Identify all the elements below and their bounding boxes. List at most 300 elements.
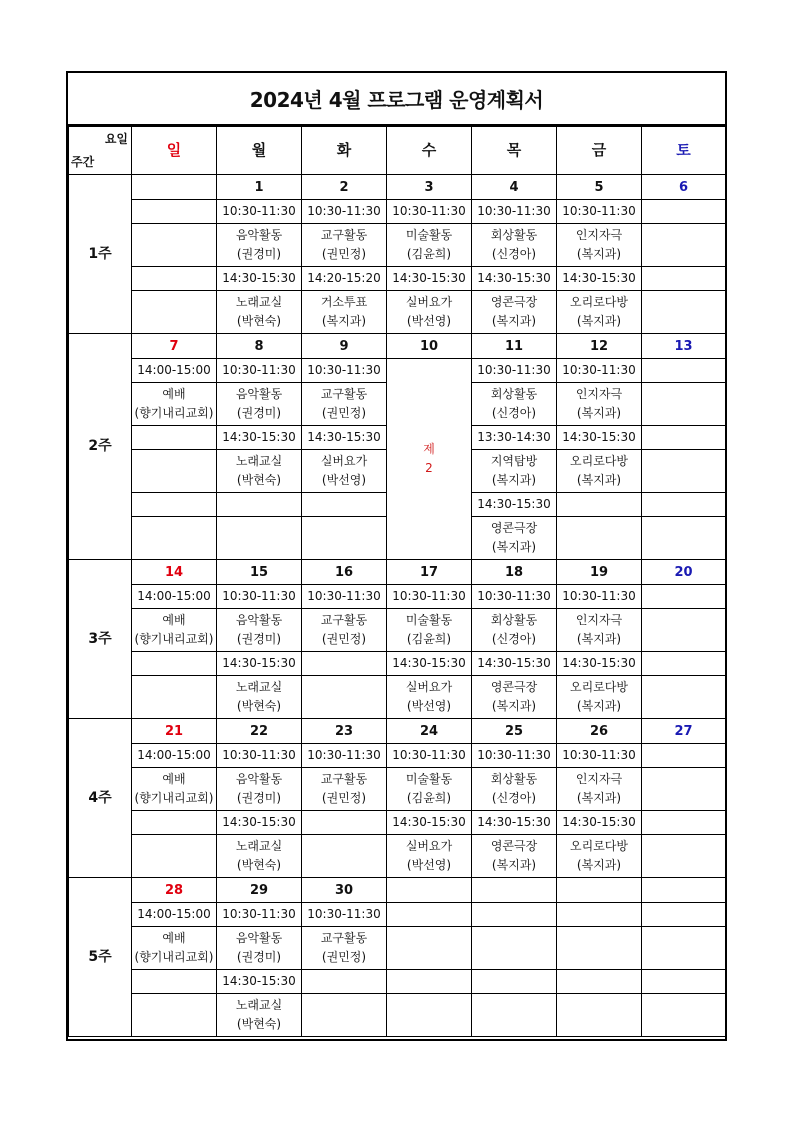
time-cell: 14:30-15:30	[387, 267, 472, 291]
activity-cell	[642, 450, 726, 493]
activity-cell	[132, 927, 217, 970]
date-cell: 26	[557, 719, 642, 744]
activity-cell	[217, 676, 302, 719]
activity-name: 노래교실	[235, 454, 283, 468]
activity-cell	[217, 517, 302, 560]
time-cell	[302, 970, 387, 994]
time-cell	[132, 652, 217, 676]
time-cell	[302, 493, 387, 517]
activity-name: 미술활동	[405, 772, 453, 786]
time-row	[69, 970, 726, 994]
activity-name: 음악활동	[235, 931, 283, 945]
activity-cell	[557, 994, 642, 1037]
activity-cell	[557, 517, 642, 560]
time-cell	[302, 652, 387, 676]
date-cell: 24	[387, 719, 472, 744]
activity-cell	[557, 835, 642, 878]
activity-cell	[132, 224, 217, 267]
time-cell	[642, 811, 726, 835]
date-cell: 10	[387, 334, 472, 359]
time-cell	[132, 200, 217, 224]
activity-cell	[557, 609, 642, 652]
activity-name: 인지자극	[575, 772, 623, 786]
activity-cell	[642, 835, 726, 878]
activity-name: 오리로다방	[570, 839, 628, 853]
activity-instructor: (복지과)	[491, 473, 537, 487]
date-row	[69, 334, 726, 359]
activity-cell	[132, 768, 217, 811]
activity-cell	[132, 609, 217, 652]
activity-cell	[302, 291, 387, 334]
activity-cell	[642, 994, 726, 1037]
time-cell	[387, 970, 472, 994]
time-cell: 14:00-15:00	[132, 744, 217, 768]
time-cell	[387, 903, 472, 927]
activity-name: 인지자극	[575, 387, 623, 401]
time-cell: 14:30-15:30	[217, 652, 302, 676]
activity-instructor: (김윤희)	[406, 247, 452, 261]
date-cell: 6	[642, 175, 726, 200]
activity-instructor: (박선영)	[321, 473, 367, 487]
date-cell: 2	[302, 175, 387, 200]
activity-instructor: (복지과)	[491, 699, 537, 713]
time-cell: 14:30-15:30	[472, 652, 557, 676]
activity-instructor: (권민정)	[321, 247, 367, 261]
activity-instructor: (김윤희)	[406, 632, 452, 646]
activity-name: 음악활동	[235, 772, 283, 786]
activity-instructor: (박현숙)	[236, 314, 282, 328]
date-cell	[642, 878, 726, 903]
activity-instructor: (권경미)	[236, 791, 282, 805]
activity-instructor: (복지과)	[491, 858, 537, 872]
activity-instructor: (향기내리교회)	[134, 406, 214, 420]
time-row	[69, 585, 726, 609]
activity-instructor: (신경아)	[491, 406, 537, 420]
date-row	[69, 719, 726, 744]
time-cell: 14:00-15:00	[132, 359, 217, 383]
date-cell: 18	[472, 560, 557, 585]
week-label-cell: 4주	[69, 719, 132, 878]
time-cell	[642, 426, 726, 450]
activity-cell	[302, 835, 387, 878]
activity-cell	[472, 224, 557, 267]
date-cell: 23	[302, 719, 387, 744]
time-cell: 14:30-15:30	[302, 426, 387, 450]
activity-cell	[302, 383, 387, 426]
activity-name: 실버요가	[320, 454, 368, 468]
activity-row	[69, 291, 726, 334]
time-cell: 14:30-15:30	[557, 267, 642, 291]
activity-cell	[302, 450, 387, 493]
activity-cell	[472, 927, 557, 970]
activity-instructor: (권경미)	[236, 406, 282, 420]
time-cell: 10:30-11:30	[387, 585, 472, 609]
activity-cell	[387, 927, 472, 970]
date-cell: 1	[217, 175, 302, 200]
activity-name: 인지자극	[575, 228, 623, 242]
activity-cell	[217, 927, 302, 970]
time-cell: 14:00-15:00	[132, 903, 217, 927]
time-cell: 10:30-11:30	[472, 200, 557, 224]
day-header-thu: 목	[472, 127, 557, 175]
activity-name: 오리로다방	[570, 295, 628, 309]
activity-cell	[302, 927, 387, 970]
election-text: 제	[423, 442, 435, 456]
activity-name: 예배	[162, 931, 186, 945]
activity-row	[69, 994, 726, 1037]
activity-name: 예배	[162, 387, 186, 401]
activity-instructor: (권경미)	[236, 632, 282, 646]
week-label: 주간	[71, 155, 95, 169]
time-cell	[557, 970, 642, 994]
activity-instructor: (복지과)	[576, 632, 622, 646]
activity-row	[69, 676, 726, 719]
time-cell: 14:30-15:30	[472, 811, 557, 835]
activity-name: 미술활동	[405, 228, 453, 242]
date-cell: 16	[302, 560, 387, 585]
activity-name: 영콘극장	[490, 839, 538, 853]
activity-cell	[132, 291, 217, 334]
activity-instructor: (박현숙)	[236, 1017, 282, 1031]
time-cell: 10:30-11:30	[557, 585, 642, 609]
time-cell: 14:00-15:00	[132, 585, 217, 609]
activity-cell	[217, 224, 302, 267]
activity-cell	[387, 676, 472, 719]
time-row	[69, 652, 726, 676]
activity-name: 교구활동	[320, 613, 368, 627]
activity-name: 회상활동	[490, 613, 538, 627]
date-cell	[132, 175, 217, 200]
date-cell: 8	[217, 334, 302, 359]
activity-instructor: (복지과)	[576, 699, 622, 713]
activity-cell	[217, 835, 302, 878]
activity-instructor: (복지과)	[576, 247, 622, 261]
activity-cell	[387, 994, 472, 1037]
activity-cell	[387, 224, 472, 267]
activity-cell	[132, 383, 217, 426]
activity-cell	[642, 224, 726, 267]
time-cell	[302, 811, 387, 835]
time-cell	[132, 970, 217, 994]
activity-cell	[302, 517, 387, 560]
activity-cell	[217, 291, 302, 334]
time-cell: 10:30-11:30	[217, 359, 302, 383]
time-cell: 14:30-15:30	[217, 970, 302, 994]
time-cell	[642, 652, 726, 676]
date-cell: 15	[217, 560, 302, 585]
time-cell	[642, 200, 726, 224]
activity-cell	[642, 291, 726, 334]
activity-cell	[557, 768, 642, 811]
activity-cell	[472, 994, 557, 1037]
activity-cell	[557, 224, 642, 267]
activity-name: 예배	[162, 772, 186, 786]
time-cell	[642, 903, 726, 927]
date-row	[69, 175, 726, 200]
day-label: 요일	[104, 132, 128, 146]
time-cell: 10:30-11:30	[472, 359, 557, 383]
activity-name: 오리로다방	[570, 680, 628, 694]
date-cell: 11	[472, 334, 557, 359]
time-cell: 10:30-11:30	[302, 200, 387, 224]
activity-row	[69, 224, 726, 267]
time-cell: 10:30-11:30	[217, 200, 302, 224]
day-header-sun: 일	[132, 127, 217, 175]
page-title: 2024년 4월 프로그램 운영계획서	[68, 73, 725, 126]
time-cell: 14:30-15:30	[557, 652, 642, 676]
schedule-table	[68, 126, 726, 1037]
activity-cell	[557, 676, 642, 719]
activity-cell	[302, 994, 387, 1037]
activity-row	[69, 835, 726, 878]
time-cell	[132, 426, 217, 450]
time-cell	[472, 903, 557, 927]
activity-cell	[132, 835, 217, 878]
activity-name: 음악활동	[235, 228, 283, 242]
time-cell: 10:30-11:30	[217, 744, 302, 768]
activity-cell	[642, 676, 726, 719]
activity-cell	[387, 835, 472, 878]
activity-name: 거소투표	[320, 295, 368, 309]
time-cell: 14:30-15:30	[217, 426, 302, 450]
activity-instructor: (권경미)	[236, 247, 282, 261]
day-header-sat: 토	[642, 127, 726, 175]
activity-name: 회상활동	[490, 387, 538, 401]
activity-instructor: (권민정)	[321, 632, 367, 646]
activity-cell	[302, 224, 387, 267]
activity-row	[69, 927, 726, 970]
activity-cell	[217, 450, 302, 493]
activity-instructor: (복지과)	[321, 314, 367, 328]
date-cell: 3	[387, 175, 472, 200]
activity-instructor: (신경아)	[491, 791, 537, 805]
activity-name: 교구활동	[320, 931, 368, 945]
time-row	[69, 811, 726, 835]
activity-cell	[302, 609, 387, 652]
activity-cell	[387, 609, 472, 652]
time-cell	[132, 267, 217, 291]
activity-name: 미술활동	[405, 613, 453, 627]
activity-cell	[642, 927, 726, 970]
time-cell	[472, 970, 557, 994]
activity-name: 회상활동	[490, 228, 538, 242]
date-cell	[472, 878, 557, 903]
activity-name: 영콘극장	[490, 521, 538, 535]
time-cell: 14:30-15:30	[387, 652, 472, 676]
time-cell	[642, 359, 726, 383]
activity-instructor: (권민정)	[321, 791, 367, 805]
activity-cell	[642, 609, 726, 652]
time-cell	[557, 493, 642, 517]
activity-name: 인지자극	[575, 613, 623, 627]
date-cell: 5	[557, 175, 642, 200]
activity-instructor: (김윤희)	[406, 791, 452, 805]
date-cell	[387, 878, 472, 903]
activity-instructor: (복지과)	[576, 406, 622, 420]
activity-name: 예배	[162, 613, 186, 627]
date-cell: 29	[217, 878, 302, 903]
date-cell: 25	[472, 719, 557, 744]
time-row	[69, 744, 726, 768]
activity-instructor: (박선영)	[406, 314, 452, 328]
activity-name: 실버요가	[405, 295, 453, 309]
activity-row	[69, 768, 726, 811]
activity-cell	[557, 927, 642, 970]
time-cell: 14:30-15:30	[217, 267, 302, 291]
election-cell	[387, 359, 472, 560]
week-label-cell: 2주	[69, 334, 132, 560]
week-label-cell: 1주	[69, 175, 132, 334]
activity-cell	[557, 291, 642, 334]
time-cell	[642, 493, 726, 517]
time-cell	[217, 493, 302, 517]
date-cell	[557, 878, 642, 903]
activity-cell	[387, 768, 472, 811]
day-header-tue: 화	[302, 127, 387, 175]
activity-name: 실버요가	[405, 680, 453, 694]
date-cell: 20	[642, 560, 726, 585]
time-row	[69, 359, 726, 383]
time-cell: 13:30-14:30	[472, 426, 557, 450]
time-cell: 14:30-15:30	[557, 811, 642, 835]
day-header-wed: 수	[387, 127, 472, 175]
time-cell	[557, 903, 642, 927]
activity-cell	[472, 450, 557, 493]
activity-cell	[642, 768, 726, 811]
activity-cell	[472, 517, 557, 560]
activity-instructor: (박현숙)	[236, 858, 282, 872]
activity-instructor: (복지과)	[576, 314, 622, 328]
activity-name: 교구활동	[320, 772, 368, 786]
date-cell: 12	[557, 334, 642, 359]
time-cell: 10:30-11:30	[387, 200, 472, 224]
activity-name: 영콘극장	[490, 680, 538, 694]
date-cell: 14	[132, 560, 217, 585]
activity-cell	[387, 291, 472, 334]
activity-name: 노래교실	[235, 295, 283, 309]
activity-instructor: (복지과)	[491, 540, 537, 554]
time-cell	[642, 744, 726, 768]
time-cell: 10:30-11:30	[302, 903, 387, 927]
time-cell	[132, 811, 217, 835]
activity-instructor: (복지과)	[576, 791, 622, 805]
activity-instructor: (복지과)	[576, 473, 622, 487]
activity-instructor: (권민정)	[321, 406, 367, 420]
date-cell: 13	[642, 334, 726, 359]
activity-row	[69, 609, 726, 652]
activity-name: 실버요가	[405, 839, 453, 853]
date-cell: 30	[302, 878, 387, 903]
activity-cell	[217, 768, 302, 811]
activity-instructor: (권경미)	[236, 950, 282, 964]
activity-name: 회상활동	[490, 772, 538, 786]
time-cell	[642, 267, 726, 291]
activity-cell	[302, 676, 387, 719]
time-cell: 14:20-15:20	[302, 267, 387, 291]
time-cell: 10:30-11:30	[217, 585, 302, 609]
activity-instructor: (박선영)	[406, 699, 452, 713]
activity-cell	[132, 517, 217, 560]
date-cell: 9	[302, 334, 387, 359]
activity-cell	[302, 768, 387, 811]
activity-instructor: (복지과)	[491, 314, 537, 328]
date-row	[69, 560, 726, 585]
week-label-cell: 3주	[69, 560, 132, 719]
time-cell: 10:30-11:30	[557, 359, 642, 383]
activity-instructor: (권민정)	[321, 950, 367, 964]
activity-name: 오리로다방	[570, 454, 628, 468]
activity-instructor: (신경아)	[491, 247, 537, 261]
activity-cell	[557, 383, 642, 426]
date-cell: 4	[472, 175, 557, 200]
time-cell: 14:30-15:30	[557, 426, 642, 450]
activity-cell	[217, 383, 302, 426]
activity-cell	[132, 450, 217, 493]
activity-name: 지역탐방	[490, 454, 538, 468]
activity-name: 노래교실	[235, 680, 283, 694]
activity-instructor: (신경아)	[491, 632, 537, 646]
activity-cell	[217, 609, 302, 652]
time-cell: 10:30-11:30	[217, 903, 302, 927]
time-cell	[642, 970, 726, 994]
activity-cell	[472, 676, 557, 719]
activity-name: 음악활동	[235, 613, 283, 627]
activity-cell	[472, 835, 557, 878]
activity-cell	[472, 383, 557, 426]
activity-cell	[132, 994, 217, 1037]
activity-name: 교구활동	[320, 387, 368, 401]
date-cell: 28	[132, 878, 217, 903]
time-cell: 14:30-15:30	[472, 267, 557, 291]
activity-instructor: (복지과)	[576, 858, 622, 872]
time-cell	[642, 585, 726, 609]
activity-instructor: (향기내리교회)	[134, 791, 214, 805]
day-header-mon: 월	[217, 127, 302, 175]
time-row	[69, 267, 726, 291]
activity-instructor: (향기내리교회)	[134, 950, 214, 964]
date-cell: 7	[132, 334, 217, 359]
week-label-cell: 5주	[69, 878, 132, 1037]
time-cell: 14:30-15:30	[217, 811, 302, 835]
activity-instructor: (향기내리교회)	[134, 632, 214, 646]
activity-cell	[472, 609, 557, 652]
activity-cell	[472, 291, 557, 334]
time-cell: 10:30-11:30	[302, 359, 387, 383]
time-cell: 14:30-15:30	[387, 811, 472, 835]
program-plan-sheet	[66, 71, 727, 1041]
activity-cell	[642, 383, 726, 426]
activity-cell	[217, 994, 302, 1037]
time-cell: 10:30-11:30	[557, 744, 642, 768]
activity-name: 교구활동	[320, 228, 368, 242]
date-cell: 27	[642, 719, 726, 744]
time-cell: 10:30-11:30	[472, 744, 557, 768]
time-cell: 10:30-11:30	[302, 585, 387, 609]
activity-instructor: (박선영)	[406, 858, 452, 872]
time-cell: 14:30-15:30	[472, 493, 557, 517]
activity-cell	[472, 768, 557, 811]
day-header-row	[69, 127, 726, 175]
activity-cell	[132, 676, 217, 719]
time-cell	[132, 493, 217, 517]
time-row	[69, 200, 726, 224]
activity-name: 음악활동	[235, 387, 283, 401]
time-row	[69, 903, 726, 927]
date-cell: 22	[217, 719, 302, 744]
date-cell: 19	[557, 560, 642, 585]
election-text: 2	[425, 461, 433, 475]
activity-name: 노래교실	[235, 839, 283, 853]
